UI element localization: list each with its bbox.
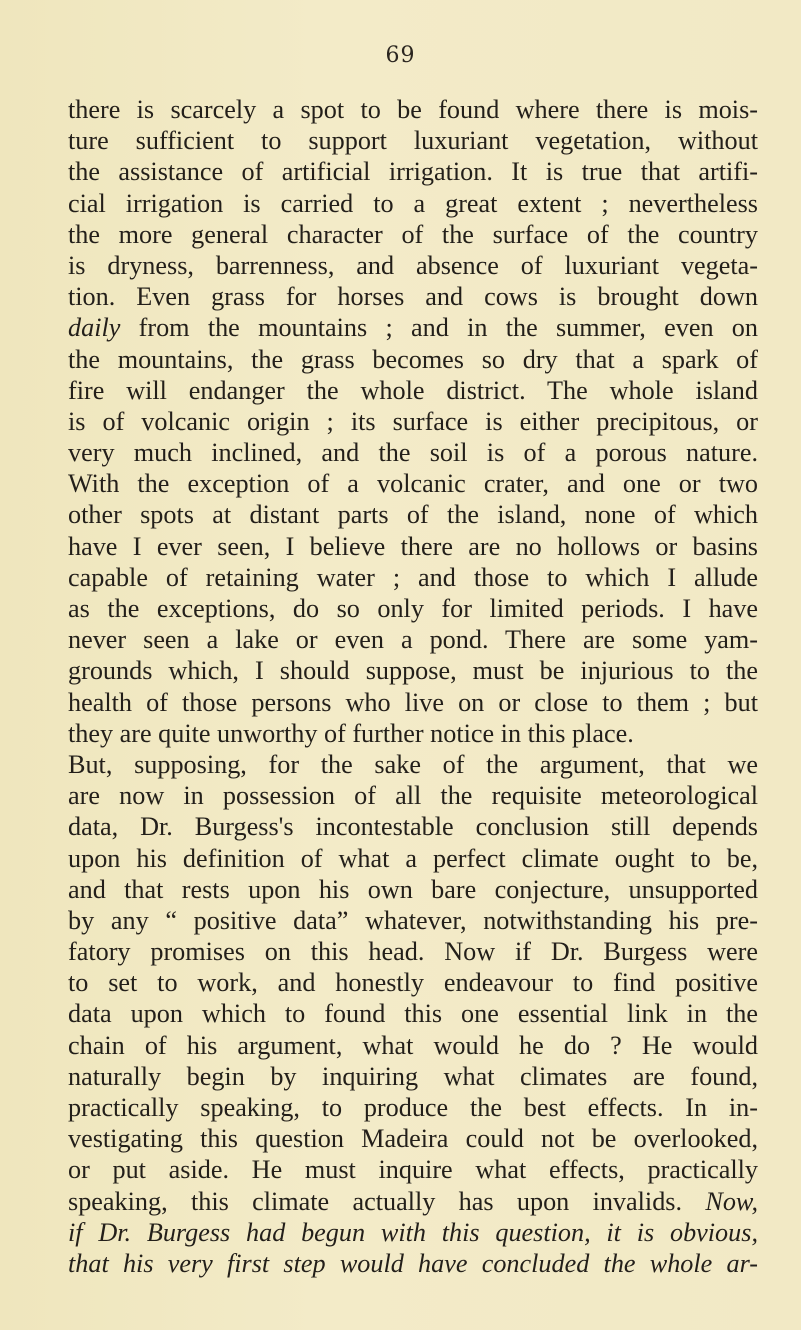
text-line: data upon which to found this one essential link in the [68, 999, 758, 1029]
text-line-italic [68, 1248, 758, 1279]
text-line: vestigating this question Madeira could not be overlooked, [68, 1124, 758, 1154]
text-line: the assistance of artificial irrigation. It is true that artifi- [68, 157, 758, 187]
text-line-mixed [68, 312, 758, 343]
text-line: ture sufficient to support luxuriant vegetation, without [68, 126, 758, 156]
text-line: fatory promises on this head. Now if Dr. Burgess were [68, 937, 758, 967]
italic-line: if Dr. Burgess had begun with this question, it is obvious, [68, 1217, 758, 1247]
text-line: as the exceptions, do so only for limited periods. I have [68, 594, 758, 623]
page-number: 69 [385, 43, 416, 68]
text-line: upon his definition of what a perfect climate ought to be, [68, 843, 758, 873]
text-line: tion. Even grass for horses and cows is brought down [68, 282, 758, 312]
text-line: to set to work, and honestly endeavour to find positive [68, 968, 758, 998]
text-line: fire will endanger the whole district. The whole island [68, 375, 758, 405]
text-line: capable of retaining water ; and those to which I allude [68, 562, 758, 592]
text-line: grounds which, I should suppose, must be injurious to the [68, 656, 758, 686]
text-line: the more general character of the surface of the country [68, 219, 758, 249]
text-line-italic [68, 1217, 758, 1248]
text-line-mixed [68, 1186, 758, 1217]
italic-word: Now, [705, 1186, 758, 1216]
body-text [68, 94, 758, 1279]
text-line: they are quite unworthy of further notice in this place. [68, 718, 634, 748]
text-line: chain of his argument, what would he do ? He would [68, 1030, 758, 1060]
text-line: practically speaking, to produce the best effects. In in- [68, 1093, 758, 1122]
text-line: or put aside. He must inquire what effects, practically [68, 1155, 758, 1185]
italic-word: daily [68, 313, 121, 343]
text-fragment: speaking, this climate actually has upon invalids. [68, 1186, 706, 1216]
text-line: health of those persons who live on or close to them ; but [68, 687, 758, 717]
text-line: is of volcanic origin ; its surface is either precipitous, or [68, 406, 758, 436]
text-fragment: from the mountains ; and in the summer, even on [120, 313, 758, 343]
text-line: other spots at distant parts of the island, none of which [68, 500, 758, 530]
text-line: there is scarcely a spot to be found where there is mois- [68, 95, 758, 124]
text-line: and that rests upon his own bare conjecture, unsupported [68, 874, 758, 904]
text-line: have I ever seen, I believe there are no hollows or basins [68, 531, 758, 561]
text-line: are now in possession of all the requisite meteorological [68, 781, 758, 811]
text-line: the mountains, the grass becomes so dry that a spark of [68, 344, 758, 374]
italic-line: that his very first step would have concluded the whole ar- [68, 1248, 758, 1278]
text-line: is dryness, barrenness, and absence of luxuriant vegeta- [68, 250, 758, 280]
text-line: by any “ positive data” whatever, notwithstanding his pre- [68, 905, 758, 935]
text-line: With the exception of a volcanic crater, and one or two [68, 469, 758, 499]
text-line: never seen a lake or even a pond. There are some yam- [68, 625, 758, 655]
text-line: data, Dr. Burgess's incontestable conclusion still depends [68, 812, 758, 842]
text-line: cial irrigation is carried to a great extent ; nevertheless [68, 188, 758, 218]
text-line: naturally begin by inquiring what climates are found, [68, 1061, 758, 1091]
text-line: But, supposing, for the sake of the argument, that we [68, 749, 758, 779]
text-line: very much inclined, and the soil is of a porous nature. [68, 438, 758, 468]
